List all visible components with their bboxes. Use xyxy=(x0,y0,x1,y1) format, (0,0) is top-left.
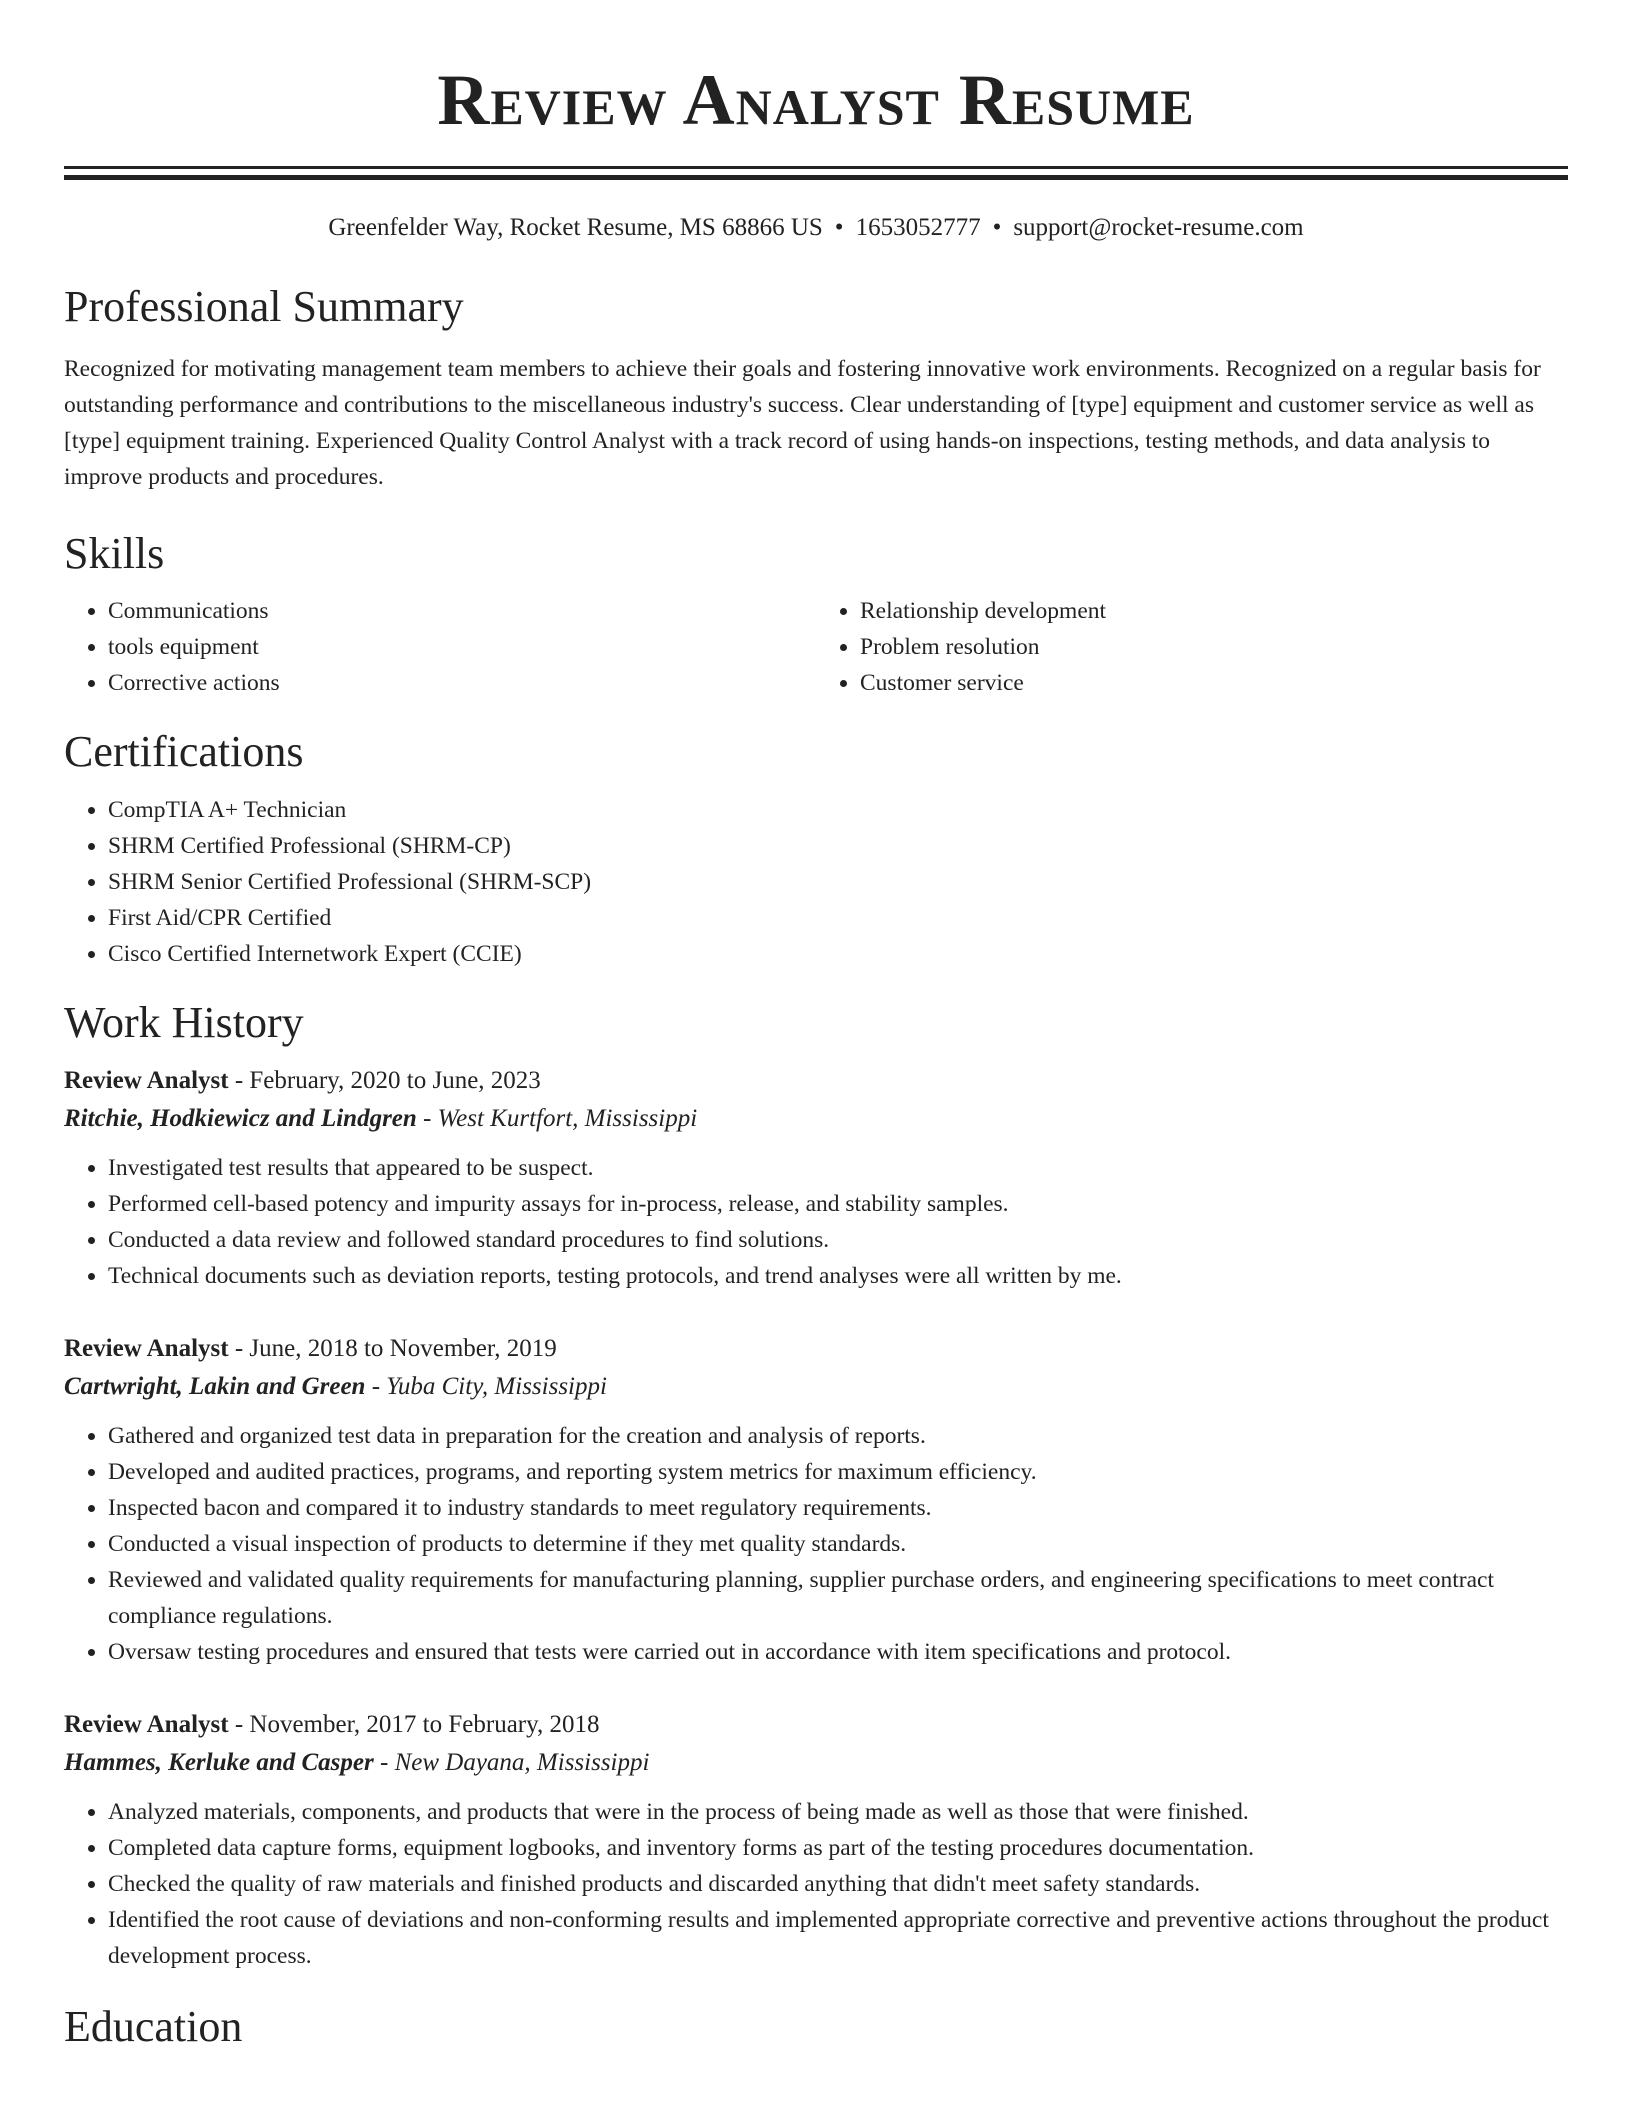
certifications-list xyxy=(64,792,1568,972)
job-company: Cartwright, Lakin and Green xyxy=(64,1373,366,1401)
job-company-line xyxy=(64,1100,1568,1138)
job-bullet: • Checked the quality of raw materials and finished products and discarded anything that didn't meet safety standards. xyxy=(108,1866,1568,1902)
contact-separator: • xyxy=(834,214,844,241)
certification-item: • SHRM Senior Certified Professional (SHRM-SCP) xyxy=(108,864,1568,900)
certification-item: • CompTIA A+ Technician xyxy=(108,792,1568,828)
contact-line xyxy=(64,214,1568,242)
education-section xyxy=(64,2002,1568,2053)
job-role: Review Analyst xyxy=(64,1067,229,1095)
certification-item: • First Aid/CPR Certified xyxy=(108,900,1568,936)
job-bullet: • Inspected bacon and compared it to industry standards to meet regulatory requirements. xyxy=(108,1490,1568,1526)
job-bullet: • Technical documents such as deviation reports, testing protocols, and trend analyses were all written by me. xyxy=(108,1258,1568,1294)
job-company-line xyxy=(64,1368,1568,1406)
job-bullet: • Oversaw testing procedures and ensured that tests were carried out in accordance with item specifications and protocol. xyxy=(108,1634,1568,1670)
certification-item: • SHRM Certified Professional (SHRM-CP) xyxy=(108,828,1568,864)
job-title-line xyxy=(64,1062,1568,1100)
job-company-line xyxy=(64,1744,1568,1782)
job-location: - West Kurtfort, Mississippi xyxy=(416,1105,698,1133)
job-company: Hammes, Kerluke and Casper xyxy=(64,1749,374,1777)
job-company: Ritchie, Hodkiewicz and Lindgren xyxy=(64,1105,417,1133)
job-dates: - February, 2020 to June, 2023 xyxy=(228,1067,541,1095)
skill-item: • Relationship development xyxy=(860,593,1568,629)
skills-list-right xyxy=(816,593,1568,701)
job-location: - New Dayana, Mississippi xyxy=(373,1749,650,1777)
skills-columns xyxy=(64,593,1568,701)
contact-address: Greenfelder Way, Rocket Resume, MS 68866 US xyxy=(328,214,823,241)
job-bullet: • Gathered and organized test data in preparation for the creation and analysis of reports. xyxy=(108,1418,1568,1454)
skill-item: • Customer service xyxy=(860,665,1568,701)
title-divider-bottom xyxy=(64,175,1568,180)
summary-text: Recognized for motivating management team members to achieve their goals and fostering innovative work environments. Recognized on a regular basis for outstanding performance and contributions to the miscellaneous industry's success. Clear understanding of [type] equipment and customer service as well as [type] equipment training. Experienced Quality Control Analyst with a track record of using hands-on inspections, testing methods, and data analysis to improve products and procedures. xyxy=(64,355,1541,490)
skills-section xyxy=(64,529,1568,702)
job-bullet: • Performed cell-based potency and impurity assays for in-process, release, and stability samples. xyxy=(108,1186,1568,1222)
job-bullets xyxy=(64,1150,1568,1294)
section-heading-skills: Skills xyxy=(64,528,165,578)
section-heading-work-history: Work History xyxy=(64,997,304,1047)
job-entry xyxy=(64,1330,1568,1670)
work-history-section xyxy=(64,998,1568,1975)
job-bullets xyxy=(64,1794,1568,1974)
job-dates: - June, 2018 to November, 2019 xyxy=(228,1335,557,1363)
professional-summary-section xyxy=(64,282,1568,495)
contact-separator: • xyxy=(992,214,1002,241)
skills-list-left xyxy=(64,593,816,701)
job-bullet: • Conducted a visual inspection of products to determine if they met quality standards. xyxy=(108,1526,1568,1562)
skill-item: • Communications xyxy=(108,593,816,629)
job-bullet: • Reviewed and validated quality requirements for manufacturing planning, supplier purchase orders, and engineering specifications to meet contract compliance regulations. xyxy=(108,1562,1568,1634)
job-bullet: • Completed data capture forms, equipment logbooks, and inventory forms as part of the testing procedures documentation. xyxy=(108,1830,1568,1866)
section-heading-education: Education xyxy=(64,2002,243,2052)
contact-phone: 1653052777 xyxy=(855,214,981,241)
job-entry xyxy=(64,1706,1568,1974)
certification-item: • Cisco Certified Internetwork Expert (CCIE) xyxy=(108,936,1568,972)
job-bullet: • Investigated test results that appeared to be suspect. xyxy=(108,1150,1568,1186)
job-dates: - November, 2017 to February, 2018 xyxy=(228,1711,600,1739)
skill-item: • Problem resolution xyxy=(860,629,1568,665)
job-role: Review Analyst xyxy=(64,1335,229,1363)
skill-item: • tools equipment xyxy=(108,629,816,665)
job-bullet: • Developed and audited practices, programs, and reporting system metrics for maximum efficiency. xyxy=(108,1454,1568,1490)
skill-item: • Corrective actions xyxy=(108,665,816,701)
job-location: - Yuba City, Mississippi xyxy=(365,1373,607,1401)
contact-email[interactable]: support@rocket-resume.com xyxy=(1013,214,1304,241)
resume-title: Review Analyst Resume xyxy=(437,60,1195,140)
job-entry xyxy=(64,1062,1568,1294)
job-title-line xyxy=(64,1330,1568,1368)
job-bullet: • Conducted a data review and followed standard procedures to find solutions. xyxy=(108,1222,1568,1258)
title-divider-top xyxy=(64,166,1568,169)
job-bullet: • Identified the root cause of deviations and non-conforming results and implemented appropriate corrective and preventive actions throughout the product development process. xyxy=(108,1902,1568,1974)
job-title-line xyxy=(64,1706,1568,1744)
job-bullet: • Analyzed materials, components, and products that were in the process of being made as well as those that were finished. xyxy=(108,1794,1568,1830)
section-heading-certifications: Certifications xyxy=(64,727,304,777)
job-bullets xyxy=(64,1418,1568,1670)
section-heading-summary: Professional Summary xyxy=(64,282,464,331)
certifications-section xyxy=(64,727,1568,972)
job-role: Review Analyst xyxy=(64,1711,229,1739)
